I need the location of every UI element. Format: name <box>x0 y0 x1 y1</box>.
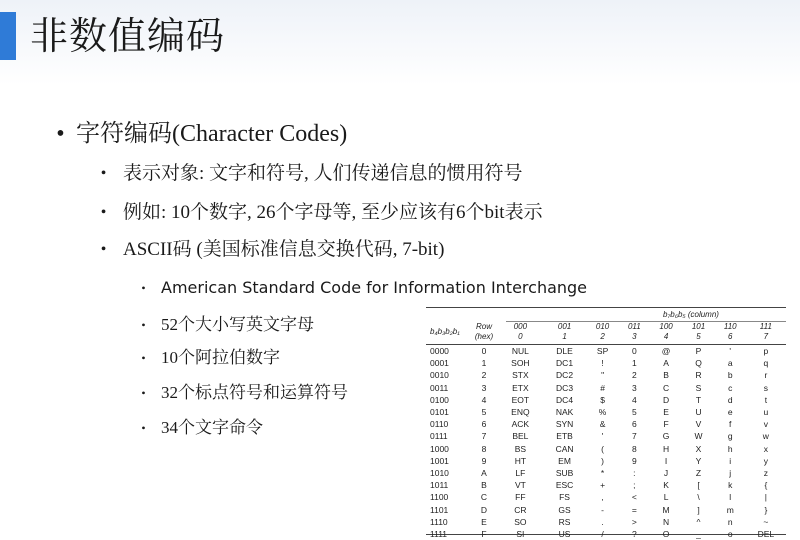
table-row <box>426 430 786 442</box>
column-bits: 011 <box>619 322 650 332</box>
table-cell: ENQ <box>498 406 543 418</box>
ascii-point-fullname <box>138 276 587 300</box>
bits-header: b₄b₃b₂b₁ <box>426 322 470 345</box>
table-cell: a <box>715 357 746 369</box>
bullet-text: 52个大小写英文字母 <box>161 313 314 337</box>
row-bits: 0101 <box>426 406 470 418</box>
column-header-2 <box>586 322 618 345</box>
table-cell: _ <box>682 528 714 540</box>
row-hex: 1 <box>470 357 498 369</box>
table-cell: US <box>543 528 587 540</box>
table-cell: [ <box>682 479 714 491</box>
ascii-point-digits <box>138 346 280 370</box>
sub-bullet-ascii <box>98 237 444 263</box>
table-cell: M <box>650 504 682 516</box>
ascii-point-letters <box>138 313 314 337</box>
bullet-dot-icon: • <box>138 346 149 370</box>
table-cell: @ <box>650 345 682 358</box>
table-cell: i <box>715 455 746 467</box>
table-cell: RS <box>543 516 587 528</box>
table-cell: w <box>746 430 786 442</box>
column-header-7 <box>746 322 786 345</box>
table-cell: s <box>746 382 786 394</box>
row-bits: 1101 <box>426 504 470 516</box>
table-cell: EOT <box>498 394 543 406</box>
table-cell: ; <box>619 479 650 491</box>
row-hex: 3 <box>470 382 498 394</box>
table-cell: 8 <box>619 443 650 455</box>
table-cell: F <box>650 418 682 430</box>
row-bits: 0000 <box>426 345 470 358</box>
bullet-text: 表示对象: 文字和符号, 人们传递信息的惯用符号 <box>123 161 523 187</box>
table-cell: ETX <box>498 382 543 394</box>
table-cell: 5 <box>619 406 650 418</box>
table-cell: ! <box>586 357 618 369</box>
column-number: 0 <box>498 332 543 342</box>
ascii-table <box>426 307 786 535</box>
table-cell: & <box>586 418 618 430</box>
table-cell: DC2 <box>543 369 587 381</box>
bullet-text: 字符编码(Character Codes) <box>76 118 347 150</box>
bullet-dot-icon: • <box>138 381 149 405</box>
slide-title: 非数值编码 <box>30 10 225 62</box>
table-cell: c <box>715 382 746 394</box>
table-cell: R <box>682 369 714 381</box>
table-row <box>426 516 786 528</box>
table-cell: P <box>682 345 714 358</box>
table-cell: ] <box>682 504 714 516</box>
table-cell: v <box>746 418 786 430</box>
table-cell: Y <box>682 455 714 467</box>
table-cell: SP <box>586 345 618 358</box>
row-hex: 0 <box>470 345 498 358</box>
row-bits: 0011 <box>426 382 470 394</box>
table-cell: B <box>650 369 682 381</box>
table-cell: GS <box>543 504 587 516</box>
row-hex: B <box>470 479 498 491</box>
table-cell: 3 <box>619 382 650 394</box>
table-cell: J <box>650 467 682 479</box>
table-cell: h <box>715 443 746 455</box>
column-header-3 <box>619 322 650 345</box>
table-header-row <box>426 322 786 345</box>
table-cell: T <box>682 394 714 406</box>
bullet-text: 34个文字命令 <box>161 416 263 440</box>
table-cell: z <box>746 467 786 479</box>
table-cell: $ <box>586 394 618 406</box>
column-header-0 <box>498 322 543 345</box>
column-header-6 <box>715 322 746 345</box>
table-cell: D <box>650 394 682 406</box>
table-cell: SOH <box>498 357 543 369</box>
ascii-code-table <box>426 322 786 540</box>
column-bits: 110 <box>715 322 746 332</box>
column-number: 4 <box>650 332 682 342</box>
row-hex: 5 <box>470 406 498 418</box>
table-cell: ^ <box>682 516 714 528</box>
table-cell: 2 <box>619 369 650 381</box>
table-cell: Z <box>682 467 714 479</box>
table-cell: SYN <box>543 418 587 430</box>
table-cell: V <box>682 418 714 430</box>
table-cell: , <box>586 491 618 503</box>
table-cell: 1 <box>619 357 650 369</box>
row-hex: D <box>470 504 498 516</box>
table-cell: 0 <box>619 345 650 358</box>
table-cell: DC3 <box>543 382 587 394</box>
table-cell: NUL <box>498 345 543 358</box>
table-cell: e <box>715 406 746 418</box>
row-header: Row (hex) <box>470 322 498 345</box>
bullet-text: 10个阿拉伯数字 <box>161 346 280 370</box>
table-cell: : <box>619 467 650 479</box>
table-cell: / <box>586 528 618 540</box>
table-cell: r <box>746 369 786 381</box>
column-bits: 111 <box>746 322 786 332</box>
column-bits: 010 <box>586 322 618 332</box>
ascii-point-commands <box>138 416 263 440</box>
table-cell: E <box>650 406 682 418</box>
row-bits: 0110 <box>426 418 470 430</box>
bullet-character-codes <box>55 118 347 150</box>
column-number: 6 <box>715 332 746 342</box>
table-cell: ? <box>619 528 650 540</box>
column-bits: 000 <box>498 322 543 332</box>
table-cell: u <box>746 406 786 418</box>
bullet-dot-icon: • <box>98 237 109 263</box>
table-cell: FF <box>498 491 543 503</box>
table-cell: O <box>650 528 682 540</box>
table-cell: ESC <box>543 479 587 491</box>
row-hex: 2 <box>470 369 498 381</box>
column-bits: 001 <box>543 322 587 332</box>
row-bits: 0010 <box>426 369 470 381</box>
table-cell: STX <box>498 369 543 381</box>
bullet-dot-icon: • <box>98 161 109 187</box>
row-hex: 4 <box>470 394 498 406</box>
row-bits: 1111 <box>426 528 470 540</box>
table-row <box>426 467 786 479</box>
row-bits: 1110 <box>426 516 470 528</box>
column-header-5 <box>682 322 714 345</box>
row-hex: C <box>470 491 498 503</box>
table-cell: CAN <box>543 443 587 455</box>
table-cell: ETB <box>543 430 587 442</box>
bullet-text: 例如: 10个数字, 26个字母等, 至少应该有6个bit表示 <box>123 200 543 226</box>
table-row <box>426 504 786 516</box>
table-cell: f <box>715 418 746 430</box>
table-cell: DEL <box>746 528 786 540</box>
table-cell: * <box>586 467 618 479</box>
column-number: 7 <box>746 332 786 342</box>
column-number: 3 <box>619 332 650 342</box>
table-cell: EM <box>543 455 587 467</box>
table-cell: A <box>650 357 682 369</box>
table-row <box>426 418 786 430</box>
table-cell: L <box>650 491 682 503</box>
ascii-point-punctuation <box>138 381 348 405</box>
table-cell: SUB <box>543 467 587 479</box>
table-cell: BS <box>498 443 543 455</box>
table-cell: H <box>650 443 682 455</box>
row-hex: A <box>470 467 498 479</box>
table-row <box>426 357 786 369</box>
table-cell: y <box>746 455 786 467</box>
table-row <box>426 345 786 358</box>
table-cell: K <box>650 479 682 491</box>
table-cell: C <box>650 382 682 394</box>
table-cell: SO <box>498 516 543 528</box>
table-cell: j <box>715 467 746 479</box>
row-bits: 1011 <box>426 479 470 491</box>
table-cell: = <box>619 504 650 516</box>
row-bits: 1010 <box>426 467 470 479</box>
table-cell: HT <box>498 455 543 467</box>
table-cell: % <box>586 406 618 418</box>
table-cell: N <box>650 516 682 528</box>
row-hex: 6 <box>470 418 498 430</box>
table-cell: 4 <box>619 394 650 406</box>
table-cell: } <box>746 504 786 516</box>
table-cell: W <box>682 430 714 442</box>
column-header-1 <box>543 322 587 345</box>
table-cell: I <box>650 455 682 467</box>
table-cell: DLE <box>543 345 587 358</box>
column-group-label: b₇b₆b₅ (column) <box>506 308 786 322</box>
bullet-dot-icon: • <box>55 118 66 150</box>
table-cell: G <box>650 430 682 442</box>
table-cell: NAK <box>543 406 587 418</box>
bullet-dot-icon: • <box>138 313 149 337</box>
table-cell: ( <box>586 443 618 455</box>
table-row <box>426 369 786 381</box>
table-cell: g <box>715 430 746 442</box>
table-cell: + <box>586 479 618 491</box>
row-hex: F <box>470 528 498 540</box>
table-cell: m <box>715 504 746 516</box>
table-cell: DC4 <box>543 394 587 406</box>
table-cell: \ <box>682 491 714 503</box>
bullet-text: 32个标点符号和运算符号 <box>161 381 348 405</box>
row-bits: 1100 <box>426 491 470 503</box>
table-row <box>426 479 786 491</box>
table-cell: d <box>715 394 746 406</box>
table-cell: ) <box>586 455 618 467</box>
table-row <box>426 406 786 418</box>
table-cell: # <box>586 382 618 394</box>
bullet-dot-icon: • <box>138 416 149 440</box>
sub-bullet-objects <box>98 161 523 187</box>
table-cell: 7 <box>619 430 650 442</box>
row-hex: 8 <box>470 443 498 455</box>
table-cell: S <box>682 382 714 394</box>
table-row <box>426 382 786 394</box>
table-cell: | <box>746 491 786 503</box>
table-row <box>426 455 786 467</box>
sub-bullet-example <box>98 200 543 226</box>
row-bits: 1001 <box>426 455 470 467</box>
table-body <box>426 345 786 540</box>
table-cell: LF <box>498 467 543 479</box>
row-hex: E <box>470 516 498 528</box>
table-cell: U <box>682 406 714 418</box>
title-accent-bar <box>0 12 16 60</box>
table-cell: FS <box>543 491 587 503</box>
table-cell: l <box>715 491 746 503</box>
table-cell: p <box>746 345 786 358</box>
table-cell: SI <box>498 528 543 540</box>
table-cell: ACK <box>498 418 543 430</box>
bullet-dot-icon: • <box>138 276 149 300</box>
row-bits: 1000 <box>426 443 470 455</box>
table-cell: t <box>746 394 786 406</box>
table-cell: " <box>586 369 618 381</box>
table-cell: Q <box>682 357 714 369</box>
table-row <box>426 443 786 455</box>
bullet-text: ASCII码 (美国标准信息交换代码, 7-bit) <box>123 237 444 263</box>
column-number: 1 <box>543 332 587 342</box>
table-cell: ' <box>586 430 618 442</box>
table-cell: q <box>746 357 786 369</box>
column-number: 5 <box>682 332 714 342</box>
table-cell: < <box>619 491 650 503</box>
table-cell: ' <box>715 345 746 358</box>
row-bits: 0001 <box>426 357 470 369</box>
table-cell: - <box>586 504 618 516</box>
row-hex: 9 <box>470 455 498 467</box>
table-cell: VT <box>498 479 543 491</box>
table-cell: { <box>746 479 786 491</box>
table-row <box>426 394 786 406</box>
table-cell: CR <box>498 504 543 516</box>
table-cell: b <box>715 369 746 381</box>
table-row <box>426 528 786 540</box>
table-cell: x <box>746 443 786 455</box>
table-cell: 6 <box>619 418 650 430</box>
table-cell: BEL <box>498 430 543 442</box>
column-header-4 <box>650 322 682 345</box>
table-cell: > <box>619 516 650 528</box>
row-hex: 7 <box>470 430 498 442</box>
table-cell: 9 <box>619 455 650 467</box>
table-cell: n <box>715 516 746 528</box>
row-bits: 0111 <box>426 430 470 442</box>
table-cell: . <box>586 516 618 528</box>
column-number: 2 <box>586 332 618 342</box>
table-cell: DC1 <box>543 357 587 369</box>
table-cell: X <box>682 443 714 455</box>
table-cell: o <box>715 528 746 540</box>
table-cell: ~ <box>746 516 786 528</box>
table-cell: k <box>715 479 746 491</box>
column-bits: 101 <box>682 322 714 332</box>
bullet-dot-icon: • <box>98 200 109 226</box>
bullet-text: American Standard Code for Information Interchange <box>161 276 587 300</box>
column-bits: 100 <box>650 322 682 332</box>
row-bits: 0100 <box>426 394 470 406</box>
table-row <box>426 491 786 503</box>
